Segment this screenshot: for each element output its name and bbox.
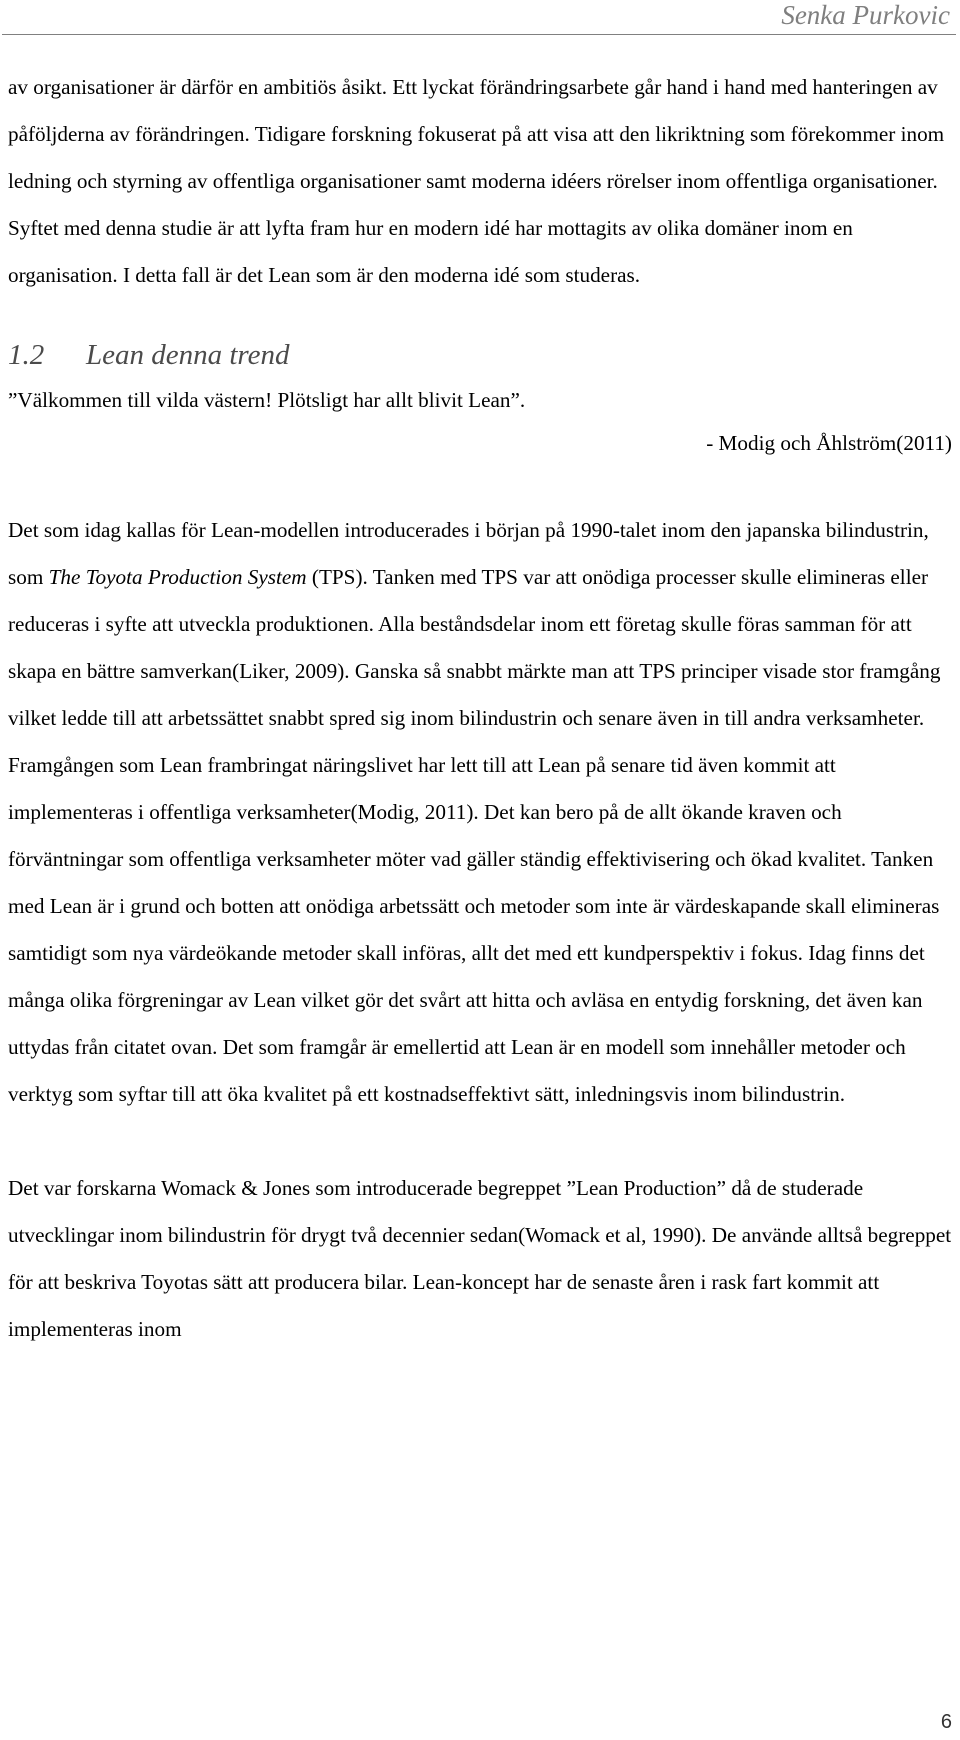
quote-source: - Modig och Åhlström(2011) [706,431,952,455]
document-body [8,64,952,1353]
paragraph-womack-jones: Det var forskarna Womack & Jones som introducerade begreppet ”Lean Production” då de studerade utvecklingar inom bilindustrin för drygt två decennier sedan(Womack et al, 1990). De använde alltså begreppet för att beskriva Toyotas sätt att producera bilar. Lean-koncept har de senaste åren i rask fart kommit att implementeras inom [8,1176,952,1341]
section-heading [8,336,952,374]
header-divider [2,34,956,35]
paragraph-tps-text-1: Det som idag kallas för Lean-modellen introducerades i början på 1990-talet inom den japanska bilindustrin, som [8,518,929,589]
paragraph-intro: av organisationer är därför en ambitiös åsikt. Ett lyckat förändringsarbete går hand i hand med hanteringen av påföljderna av förändringen. Tidigare forskning fokuserat på att visa att den likriktning som förekommer inom ledning och styrning av offentliga organisationer samt moderna idéers rörelser inom offentliga organisationer. Syftet med denna studie är att lyfta fram hur en modern idé har mottagits av olika domäner inom en organisation. I detta fall är det Lean som är den moderna idé som studeras. [8,75,945,287]
paragraph-public-sector: Framgången som Lean frambringat näringslivet har lett till att Lean på senare tid även kommit att implementeras i offentliga verksamheter(Modig, 2011). Det kan bero på de allt ökande kraven och förväntningar som offentliga verksamheter möter vad gäller ständig effektivisering och ökad kvalitet. Tanken med Lean är i grund och botten att onödiga arbetssätt och metoder som inte är värdeskapande skall elimineras samtidigt som nya värdeökande metoder skall införas, allt det med ett kundperspektiv i fokus. Idag finns det många olika förgreningar av Lean vilket gör det svårt att hitta och avläsa en entydig forskning, det även kan uttydas från citatet ovan. Det som framgår är emellertid att Lean är en modell som innehåller metoder och verktyg som syftar till att öka kvalitet på ett kostnadseffektivt sätt, inledningsvis inom bilindustrin. [8,753,940,1106]
page-header [0,0,960,36]
header-author: Senka Purkovic [781,0,950,30]
paragraph-tps-text-2: (TPS). Tanken med TPS var att onödiga processer skulle elimineras eller reduceras i syfte att utveckla produktionen. Alla beståndsdelar inom ett företag skulle föras samman för att skapa en bättre samverkan(Liker, 2009). Ganska så snabbt märkte man att TPS principer visade stor framgång vilket ledde till att arbetssättet snabbt spred sig inom bilindustrin och senare även in till andra verksamheter. [8,565,941,730]
page-number: 6 [940,1711,952,1733]
quote-text: ”Välkommen till vilda västern! Plötsligt har allt blivit Lean”. [8,388,526,412]
paragraph-tps-italic: The Toyota Production System [48,565,307,589]
section-number: 1.2 [8,339,45,371]
paragraph-tps [8,507,952,742]
section-title: Lean denna trend [86,339,290,371]
